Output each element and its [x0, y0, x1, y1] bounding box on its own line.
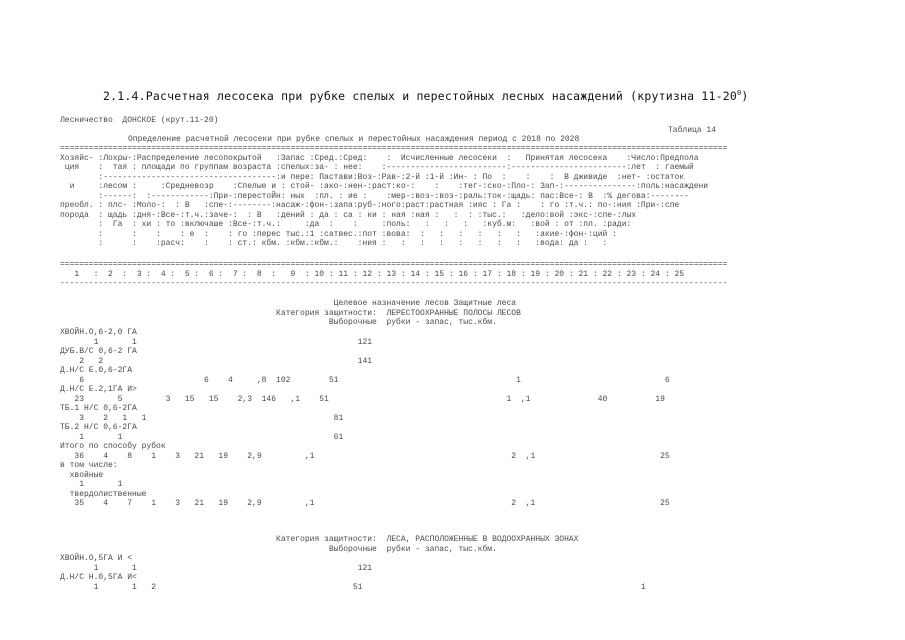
section-title: [103, 89, 863, 103]
column-numbers: [60, 260, 727, 289]
header-line: ===========================================================================================================================================: [60, 144, 728, 153]
header-line: :------: :------------:При-:перестоЙн: ных :пл. : ие : :мер-:воз-:воз-:раль:ток-:щадь: пас:Все-: В :% дегова:--------: [60, 191, 689, 201]
section2-category: Категория защитности: ЛЕСА, РАСПОЛОЖЕННЫЕ В ВОДООХРАННЫХ ЗОНАХ: [60, 535, 579, 544]
header-line: ция : тая : площади по группам возраста :спелых:за- : нее: :-------------------------:------------------------:лет : гаемый: [60, 163, 694, 172]
table-row: Д.Н/С Н.0,5ГА И<: [60, 573, 137, 582]
table-number: Таблица 14: [668, 126, 717, 135]
table-row: твердолиственные: [60, 489, 147, 499]
header-line: : : : : е : : го :перес тыс.:1 :сатвес.:пот :вова: : : : : : : :акие-:фон-:ций :: [60, 229, 617, 239]
table-row: 1 1 61: [60, 432, 344, 442]
header-line: и :лесом : :Средневозр :Спелые и : стой- :ако-:нен-:раст:ко-: : :тег-:ско-:Пло-: Зап-:---------------:поль:насаждени: [60, 182, 709, 191]
table-row: Итого по способу рубок: [60, 442, 166, 451]
section-title-close: ): [741, 89, 749, 103]
table-row: ХВОЙН.О,6-2,0 ГА: [60, 328, 137, 337]
header-line: :------------------------------------:и пере: Пастави:Воз-:Рав-:2-й :1-й :Ин- : По : : : В дживиде :нет- :остаток: [60, 172, 685, 182]
table-row: 35 4 7 1 3 21 19 2,9 ,1 2 ,1 25: [60, 499, 670, 508]
header-line: : Га : хи : то :включаше :Все-:т.ч.: :да : : :поль: : : : :куб.м: :вой : от :пл. :ради:: [60, 220, 632, 229]
table-row: ХВОЙН.О,5ГА И <: [60, 554, 133, 563]
header-line: Хозяйс- :Лохры-:Распределение лесопокрытой :Запас :Сред.:Сред: : Исчисленные лесосеки : Принятая лесосека :Число:Предпола: [60, 153, 699, 163]
header-line: преобл. : плс- :Моло-: : В :спе-:--------:насаж-:фон-:запа:руб-:ного:раст:растная :ияс : Га : : го :т.ч.: по-:ния :При-:спе: [60, 201, 680, 210]
table-row: Д.Н/С Е.2,1ГА И>: [60, 385, 137, 394]
table-row: 1 1 2 51 1: [60, 582, 646, 592]
table-row: 1 1 121: [60, 563, 373, 573]
table-row: Д.Н/С Е.0,6-2ГА: [60, 366, 133, 375]
section-title-degree: 0: [737, 89, 742, 98]
section1-purpose: Целевое назначение лесов Защитные леса: [60, 299, 517, 308]
section-title-text: 2.1.4.Расчетная лесосека при рубке спелых и перестойных лесных насаждений (крутизна 11-20: [103, 89, 737, 103]
colnum-line: 1 : 2 : 3 : 4 : 5 : 6 : 7 : 8 : 9 : 10 : 11 : 12 : 13 : 14 : 15 : 16 : 17 : 18 : 19 : 20 : 21 : 22 : 23 : 24 : 25: [60, 269, 685, 279]
table-row: 23 5 3 15 15 2,3 146 ,1 51 1 ,1 40 19: [60, 394, 665, 404]
table-header: [60, 144, 727, 249]
table-row: ТБ.1 Н/С 0,6-2ГА: [60, 404, 137, 413]
table-row: ДУБ.В/С 0,6-2 ГА: [60, 347, 137, 356]
table-row: в том числе:: [60, 461, 118, 470]
forestry-label: Лесничество ДОНСКОЕ (крут.11-20): [60, 116, 219, 125]
table-row: 1 1 121: [60, 337, 373, 347]
table-row: 6 6 4 ,8 102 51 1 6: [60, 375, 670, 385]
table-row: 36 4 8 1 3 21 19 2,9 ,1 2 ,1 25: [60, 451, 670, 461]
table-row: ТБ.2 Н/С 0,6-2ГА: [60, 423, 137, 432]
section2-cut-type: Выборочные рубки - запас, тыс.кбм.: [60, 544, 497, 554]
section1-cut-type: Выборочные рубки - запас, тыс.кбм.: [60, 318, 497, 327]
section1-heading: [60, 299, 521, 328]
table-row: 2 2 141: [60, 356, 373, 366]
section1-rows: [60, 328, 670, 509]
section2-heading: [60, 535, 578, 554]
colnum-line: ===========================================================================================================================================: [60, 260, 728, 269]
table-row: 1 1: [60, 480, 123, 489]
header-line: : : :расч: : : ст.: кбм. :кбм.:кбм.: :ния : : : : : : : : :вода: да : :: [60, 239, 608, 248]
table-subtitle: Определение расчетной лесосеки при рубке спелых и перестойных насаждения период с 2018 по 2028: [128, 135, 580, 144]
section2-rows: [60, 554, 646, 592]
header-line: порода : щадь :дня-:Все-:т.ч.:заче-: : В :дений : да : са : ки : ная :ная : : : :тыс.: :дело:вой :экс-:спе-:лых: [60, 210, 637, 220]
table-row: 3 2 1 1 81: [60, 413, 344, 423]
colnum-line: -------------------------------------------------------------------------------------------------------------------------------------------: [60, 279, 728, 288]
section1-category: Категория защитности: ЛЕРЕСТООХРАННЫЕ ПОЛОСЫ ЛЕСОВ: [60, 308, 521, 318]
table-row: хвойные: [60, 470, 104, 480]
